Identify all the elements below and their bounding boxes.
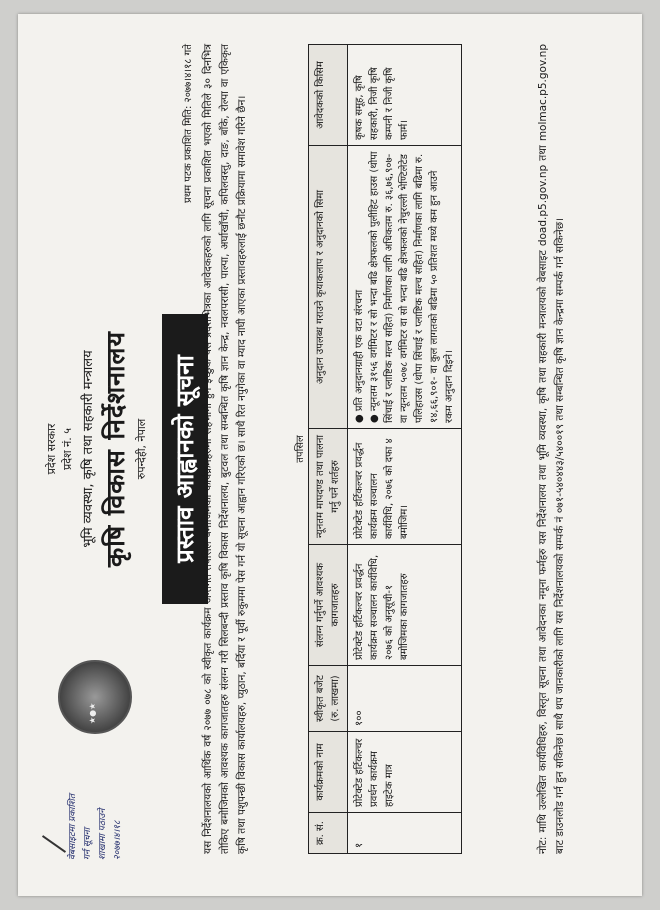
program-table xyxy=(308,44,462,854)
document-page xyxy=(18,14,642,896)
cell-serial: १ xyxy=(348,813,462,854)
table-header-row xyxy=(309,45,348,854)
activity-item: ● प्रति अनुदानग्राही एक वटा संरचना xyxy=(354,289,365,423)
table-row xyxy=(348,45,462,854)
intro-paragraph: यस निर्देशनालयको आर्थिक वर्ष २०७७ ०७८ को स्वीकृत कार्यक्रम अन्तर्गत तपसिल बमोजिमका कार्यक्रमहरुमा सहभागी हुन इच्छुक यस प्रदेशभित्रका आवेदकहरुको लागि सूचना प्रकाशित भएको मितिले ३० दिनभित्र तोकिए बमोजिमको आवश्यक कागजातहरु संलग्न गरी सिलबन्दी प्रस्ताव कृषि विकास निर्देशनालय, बुटवल तथा सम्बन्धित कृषि ज्ञान केन्द्र, नवलपरासी, पाल्पा, अर्घाखाँची, कपिलवस्तु, दाङ, बाँके, रोल्पा वा एकिकृत कृषि तथा पशुपन्छी विकास कार्यालयहरु, प्युठान, बर्दिया र पूर्वी रुकुममा पेस गर्न यो सूचना आह्वान गरिएको छ। साथै रित नपुगेका वा म्याद नाघी आएका प्रस्तावहरुलाई छनौट प्रक्रियामा समावेश गरिने छैन। xyxy=(202,44,248,854)
publication-date: प्रथम पटक प्रकाशित मिति: २०७७।४।१८ गते xyxy=(183,44,194,203)
header-ministry: भूमि व्यवस्था, कृषि तथा सहकारी मन्त्रालय xyxy=(81,350,96,548)
header-criteria: न्यूनतम मापदण्ड तथा पालना गर्नु पर्ने शर्तहरु xyxy=(309,429,348,545)
cell-documents: प्रोटेक्टेड हर्टिकल्चर प्रवर्द्धन कार्यक्रम सञ्चालन कार्यविधि, २०७६ को अनुसूची-१ बमोजिमका कागजातहरु xyxy=(348,545,462,666)
header-serial: क्र. सं. xyxy=(309,813,348,854)
notice-title: प्रस्ताव आह्वानको सूचना xyxy=(162,314,208,604)
header-activities: अनुदान उपलब्ध गराउने कृयाकलाप र अनुदानको सिमा xyxy=(309,146,348,429)
handwritten-line: २०७७।४।१८ xyxy=(113,820,123,860)
table-caption: तपसिल xyxy=(295,435,306,463)
header-province: प्रदेश नं. ५ xyxy=(61,428,74,470)
handwritten-line: गर्न सूचना xyxy=(83,827,93,860)
header-documents: संलग्न गर्नुपर्ने आवश्यक कागजातहरु xyxy=(309,545,348,666)
header-government: प्रदेश सरकार xyxy=(45,423,58,475)
cell-budget: १०० xyxy=(348,666,462,732)
rotated-notice xyxy=(30,14,630,884)
cell-criteria: प्रोटेक्टेड हर्टिकल्चर प्रवर्द्धन कार्यक्रम सञ्चालन कार्यविधि, २०७६ को दफा ४ बमोजिम। xyxy=(348,429,462,545)
header-applicant: आवेदकको किसिम xyxy=(309,45,348,146)
activity-text: न्यूनतम ३१५६ वर्गमिटर र सो भन्दा बढि क्षेत्रफलको पुलीहिट हाउस (थोपा सिंचाई र प्लाष्टिक मल्च सहित) निर्माणका लागि अधिकतम रु. ३६,७६,९०७- वा न्यूनतम ५०७८ वर्गमिटर वा सो भन्दा बढि क्षेत्रफलको नेचुरल्ली भेण्टिलेटेड पलिहाउस (थोपा सिंचाई र प्लाष्टिक मल्च सहित) निर्माणका लागि बढिमा रु. १४,६६,९०१- वा कुल लागतको बढिमा ५० प्रतिशत मध्ये कम हुन आउने रकम अनुदान दिइने। xyxy=(369,151,455,423)
government-emblem-icon: ★●★ xyxy=(58,660,132,734)
footer-note: नोट: माथि उल्लेखित कार्यविधिहरु, विस्तृत सूचना तथा आवेदनका नमूना फर्महरु यस निर्देशनालय तथा भूमि व्यवस्था, कृषि तथा सहकारी मन्त्रालयको वेबसाइट doad.p5.gov.np तथा molmac.p5.gov.np बाट डाउनलोड गर्न हुन सकिनेछ। साथै थप जानकारीको लागि यस निर्देशनालयको सम्पर्क नं ०७१-५४०४४३/५४००१९ तथा सम्बन्धित कृषि ज्ञान केन्द्रमा सम्पर्क गर्न सकिनेछ। xyxy=(537,44,566,854)
activity-item: ● न्यूनतम ३१५६ वर्गमिटर र सो भन्दा बढि क्षेत्रफलको पुलीहिट हाउस (थोपा सिंचाई र प्लाष्टिक मल्च सहित) निर्माणका लागि अधिकतम रु. ३६,७६,९०७- वा न्यूनतम ५०७८ वर्गमिटर वा सो भन्दा बढि क्षेत्रफलको नेचुरल्ली भेण्टिलेटेड पलिहाउस (थोपा सिंचाई र प्लाष्टिक मल्च सहित) निर्माणका लागि बढिमा रु. १४,६६,९०१- वा कुल लागतको बढिमा ५० प्रतिशत मध्ये कम हुन आउने रकम अनुदान दिइने। xyxy=(369,151,455,423)
cell-program: प्रोटेक्टेड हर्टिकल्चर प्रवर्धन कार्यक्रम हाइटेक मात्र xyxy=(348,732,462,813)
cell-activities xyxy=(348,146,462,429)
activity-text: प्रति अनुदानग्राही एक वटा संरचना xyxy=(354,289,365,412)
header-directorate: कृषि विकास निर्देशनालय xyxy=(101,331,130,567)
handwritten-line: शाखामा पठाउने xyxy=(98,808,108,860)
cell-applicant: कृषक समूह, कृषि सहकारी, निजी कृषि कम्पनी र निजी कृषि फार्म। xyxy=(348,45,462,146)
header-location: रुपन्देही, नेपाल xyxy=(135,418,148,480)
header-program: कार्यक्रमको नाम xyxy=(309,732,348,813)
header-budget: स्वीकृत बजेट (रु. लाखमा) xyxy=(309,666,348,732)
handwritten-line: वेबसाइटमा प्रकाशित xyxy=(68,793,78,860)
